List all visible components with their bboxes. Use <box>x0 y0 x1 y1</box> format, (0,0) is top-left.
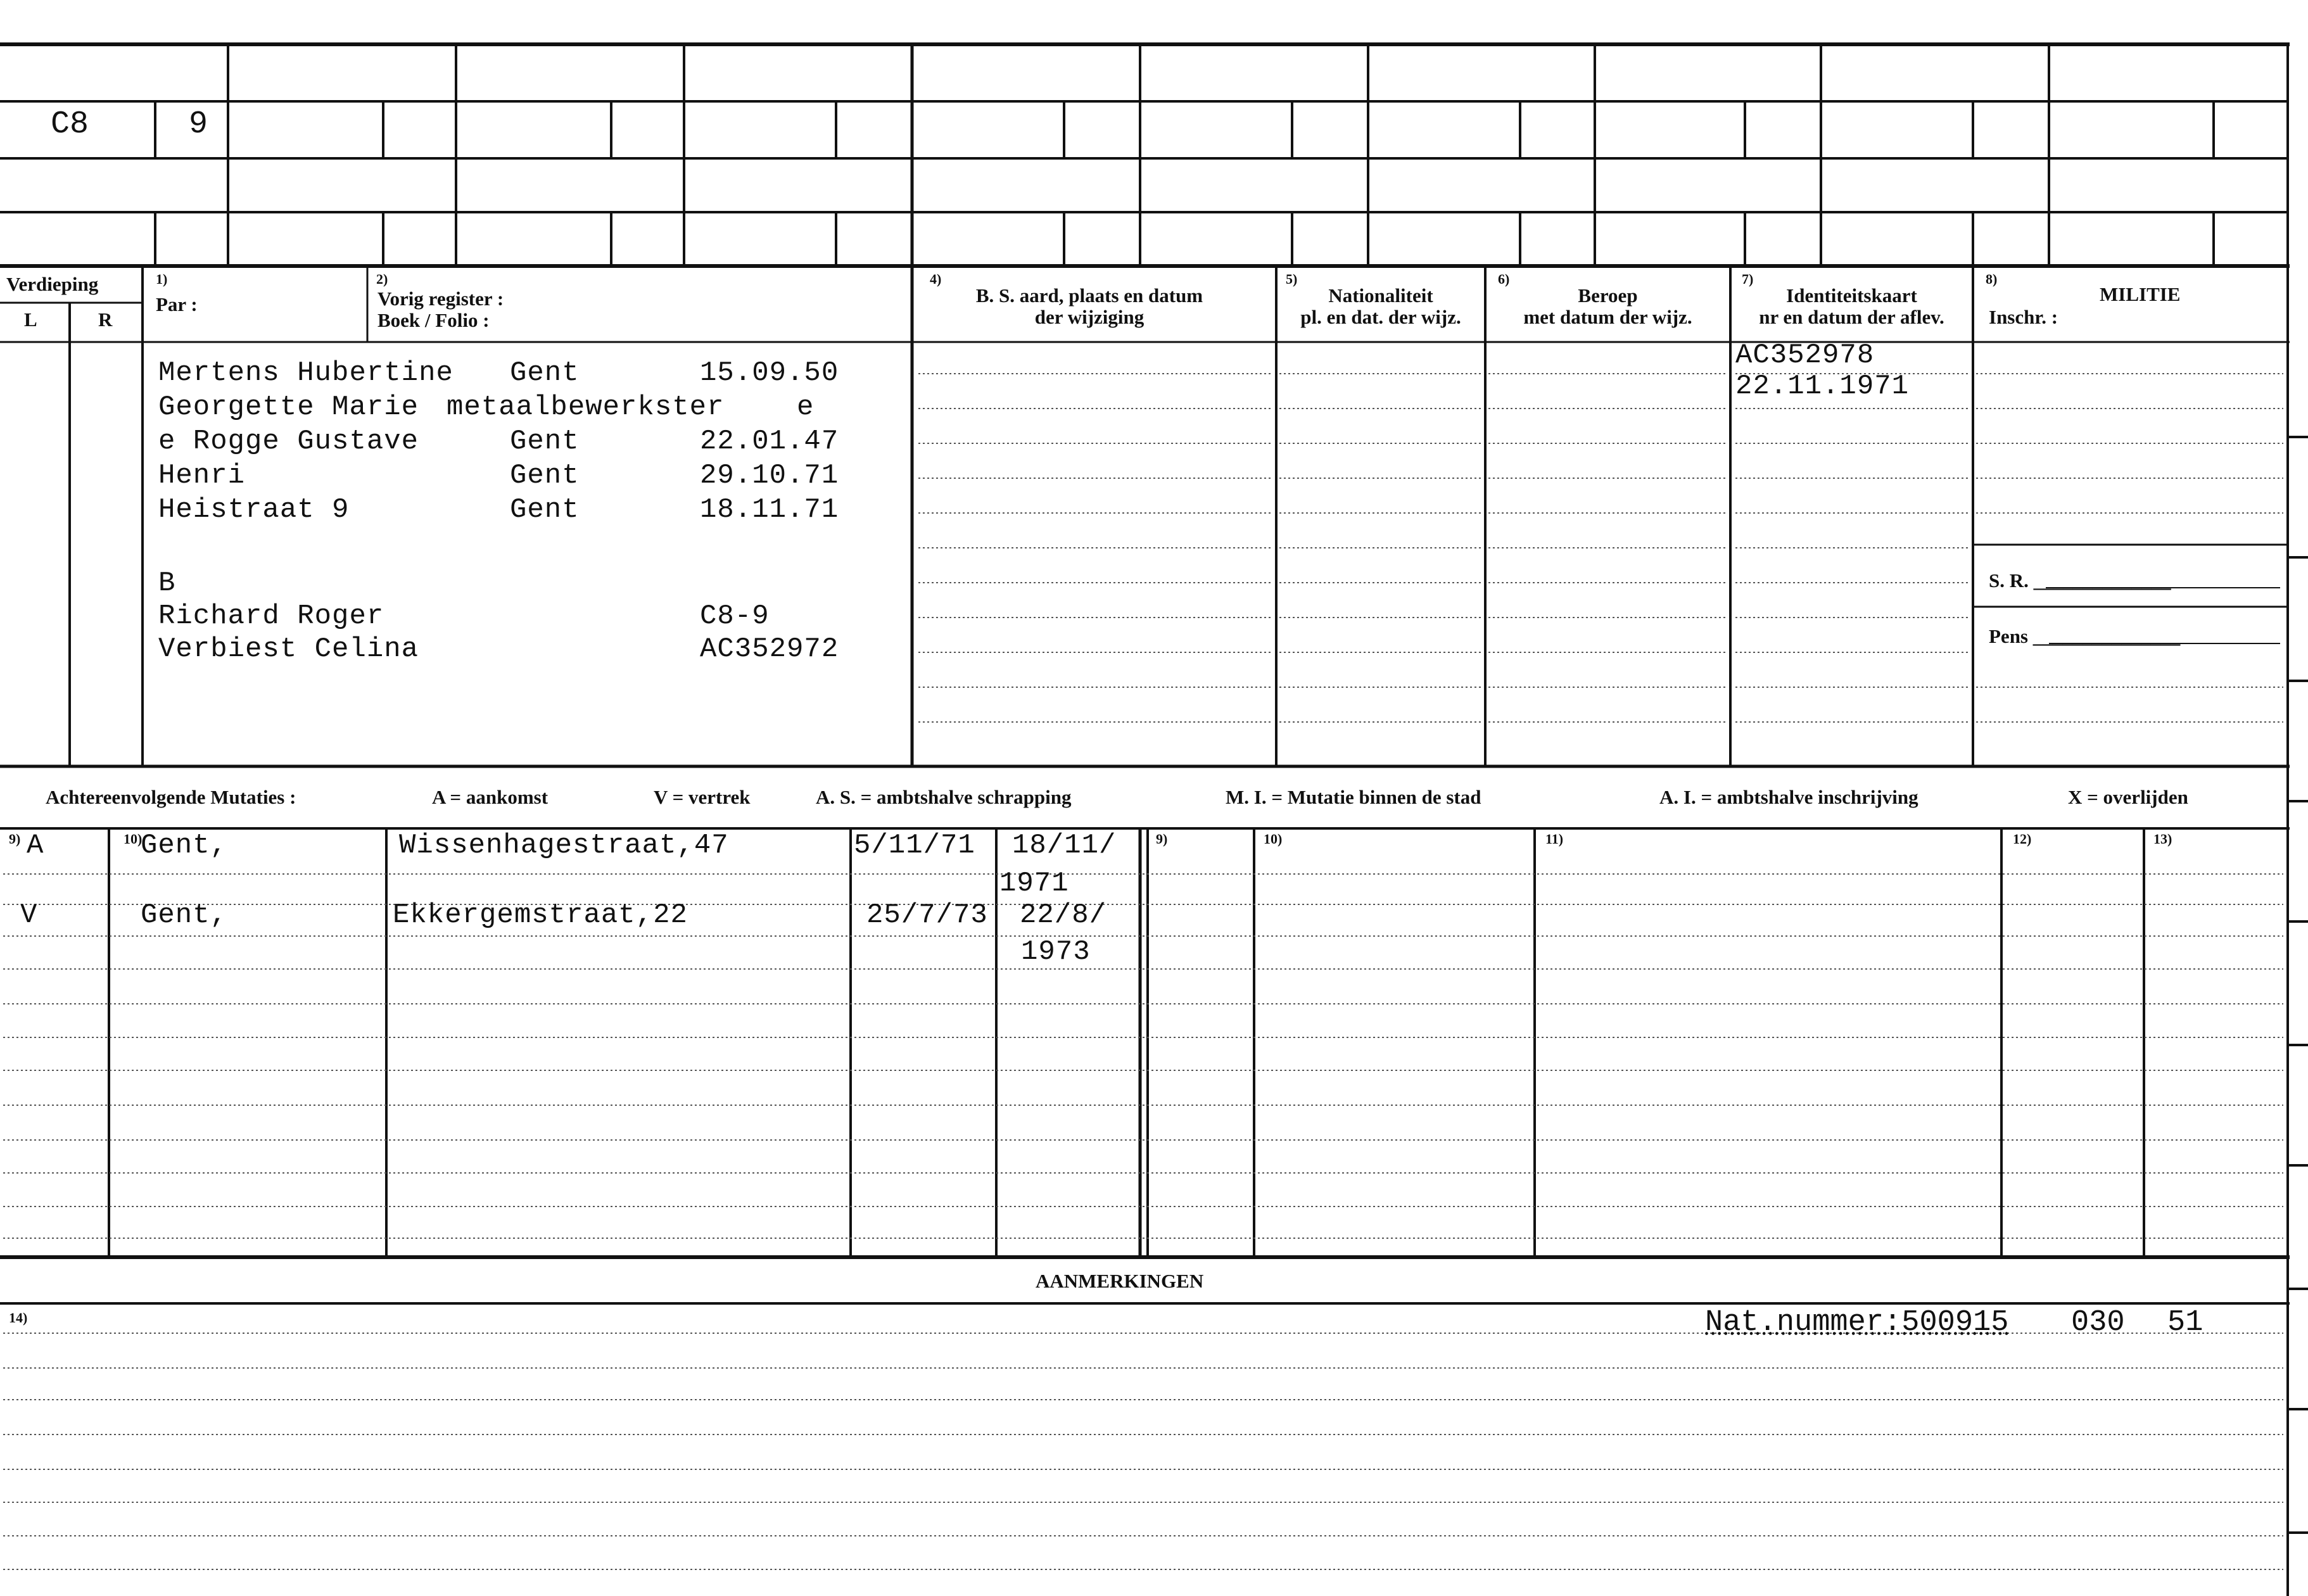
remarks-title: AANMERKINGEN <box>1036 1270 1204 1292</box>
mutation-2-date-2b: 1973 <box>1021 936 1091 968</box>
mutation-2-date-1: 25/7/73 <box>866 899 988 931</box>
col-num-12: 12) <box>2013 831 2032 847</box>
militie-sr: S. R. ______________ <box>1989 569 2171 592</box>
nat-nummer-part-3: 51 <box>2167 1306 2203 1340</box>
person-line-2-a: Georgette Marie <box>158 391 419 423</box>
col-num-9a: 9) <box>9 831 21 847</box>
militie-pens: Pens _______________ <box>1989 625 2181 647</box>
mutation-1-type: A <box>27 830 44 861</box>
person-line-2-b: metaalbewerkster <box>447 391 725 423</box>
header-beroep: Beroep <box>1578 284 1638 307</box>
mutation-1-date-2a: 18/11/ <box>1012 830 1117 861</box>
legend-v: V = vertrek <box>654 786 751 808</box>
header-r: R <box>98 308 113 331</box>
mutation-1-street: Wissenhagestraat,47 <box>399 830 729 861</box>
person-line-b: B <box>158 567 176 599</box>
header-beroep-sub: met datum der wijz. <box>1523 306 1692 328</box>
header-num-8: 8) <box>1986 271 1998 287</box>
identity-card-date: 22.11.1971 <box>1735 370 1910 402</box>
identity-card-number: AC352978 <box>1735 339 1875 371</box>
legend-title: Achtereenvolgende Mutaties : <box>46 786 296 808</box>
header-num-5: 5) <box>1286 271 1298 287</box>
top-block-code: C8 <box>51 106 89 142</box>
col-num-13: 13) <box>2153 831 2172 847</box>
legend-as: A. S. = ambtshalve schrapping <box>816 786 1072 808</box>
legend-a: A = aankomst <box>432 786 548 808</box>
person-line-1-a: Mertens Hubertine <box>158 357 453 389</box>
header-num-6: 6) <box>1498 271 1510 287</box>
header-num-1: 1) <box>156 271 168 287</box>
person-line-3-c: 22.01.47 <box>700 426 839 457</box>
header-num-2: 2) <box>376 271 388 287</box>
legend-mi: M. I. = Mutatie binnen de stad <box>1226 786 1481 808</box>
top-block-number: 9 <box>189 106 208 142</box>
mutation-2-city: Gent, <box>141 899 228 931</box>
person-line-8-a: Verbiest Celina <box>158 633 419 665</box>
person-line-3-b: Gent <box>510 426 580 457</box>
mutation-2-street: Ekkergemstraat,22 <box>393 899 688 931</box>
person-line-5-c: 18.11.71 <box>700 494 839 526</box>
person-line-7-c: C8-9 <box>700 600 770 632</box>
person-line-5-b: Gent <box>510 494 580 526</box>
col-num-10a: 10) <box>124 831 143 847</box>
person-line-5-a: Heistraat 9 <box>158 494 350 526</box>
header-nationaliteit-sub: pl. en dat. der wijz. <box>1300 306 1461 328</box>
header-identiteitskaart: Identiteitskaart <box>1786 284 1917 307</box>
mutation-2-date-2a: 22/8/ <box>1020 899 1107 931</box>
person-line-4-a: Henri <box>158 460 246 491</box>
header-inschr: Inschr. : <box>1989 306 2058 328</box>
header-militie: MILITIE <box>2100 283 2181 305</box>
person-line-4-b: Gent <box>510 460 580 491</box>
person-line-7-a: Richard Roger <box>158 600 384 632</box>
person-line-4-c: 29.10.71 <box>700 460 839 491</box>
person-line-1-b: Gent <box>510 357 580 389</box>
header-num-4: 4) <box>930 271 942 287</box>
mutation-1-date-2b: 1971 <box>999 868 1069 899</box>
person-line-1-c: 15.09.50 <box>700 357 839 389</box>
header-par: Par : <box>156 293 198 315</box>
remarks-num-14: 14) <box>9 1310 28 1326</box>
legend-ai: A. I. = ambtshalve inschrijving <box>1659 786 1918 808</box>
header-nationaliteit: Nationaliteit <box>1328 284 1433 307</box>
col-num-10b: 10) <box>1264 831 1283 847</box>
legend-x: X = overlijden <box>2068 786 2188 808</box>
person-line-8-c: AC352972 <box>700 633 839 665</box>
mutation-2-type: V <box>20 899 38 931</box>
person-line-2-c: e <box>797 391 815 423</box>
mutation-1-date-1: 5/11/71 <box>854 830 975 861</box>
mutation-1-city: Gent, <box>141 830 228 861</box>
header-identiteitskaart-sub: nr en datum der aflev. <box>1759 306 1944 328</box>
header-bs-aard: B. S. aard, plaats en datum <box>975 284 1203 307</box>
nat-nummer-label: Nat.nummer:500915 <box>1705 1306 2009 1340</box>
header-boek-folio: Boek / Folio : <box>377 309 490 331</box>
nat-nummer-part-2: 030 <box>2071 1306 2125 1340</box>
header-l: L <box>24 308 37 331</box>
person-line-3-a: e Rogge Gustave <box>158 426 419 457</box>
header-verdieping: Verdieping <box>6 273 99 295</box>
header-bs-wijziging: der wijziging <box>1034 306 1144 328</box>
header-num-7: 7) <box>1742 271 1754 287</box>
header-vorig-register: Vorig register : <box>377 288 504 310</box>
col-num-11: 11) <box>1545 831 1564 847</box>
col-num-9b: 9) <box>1156 831 1168 847</box>
